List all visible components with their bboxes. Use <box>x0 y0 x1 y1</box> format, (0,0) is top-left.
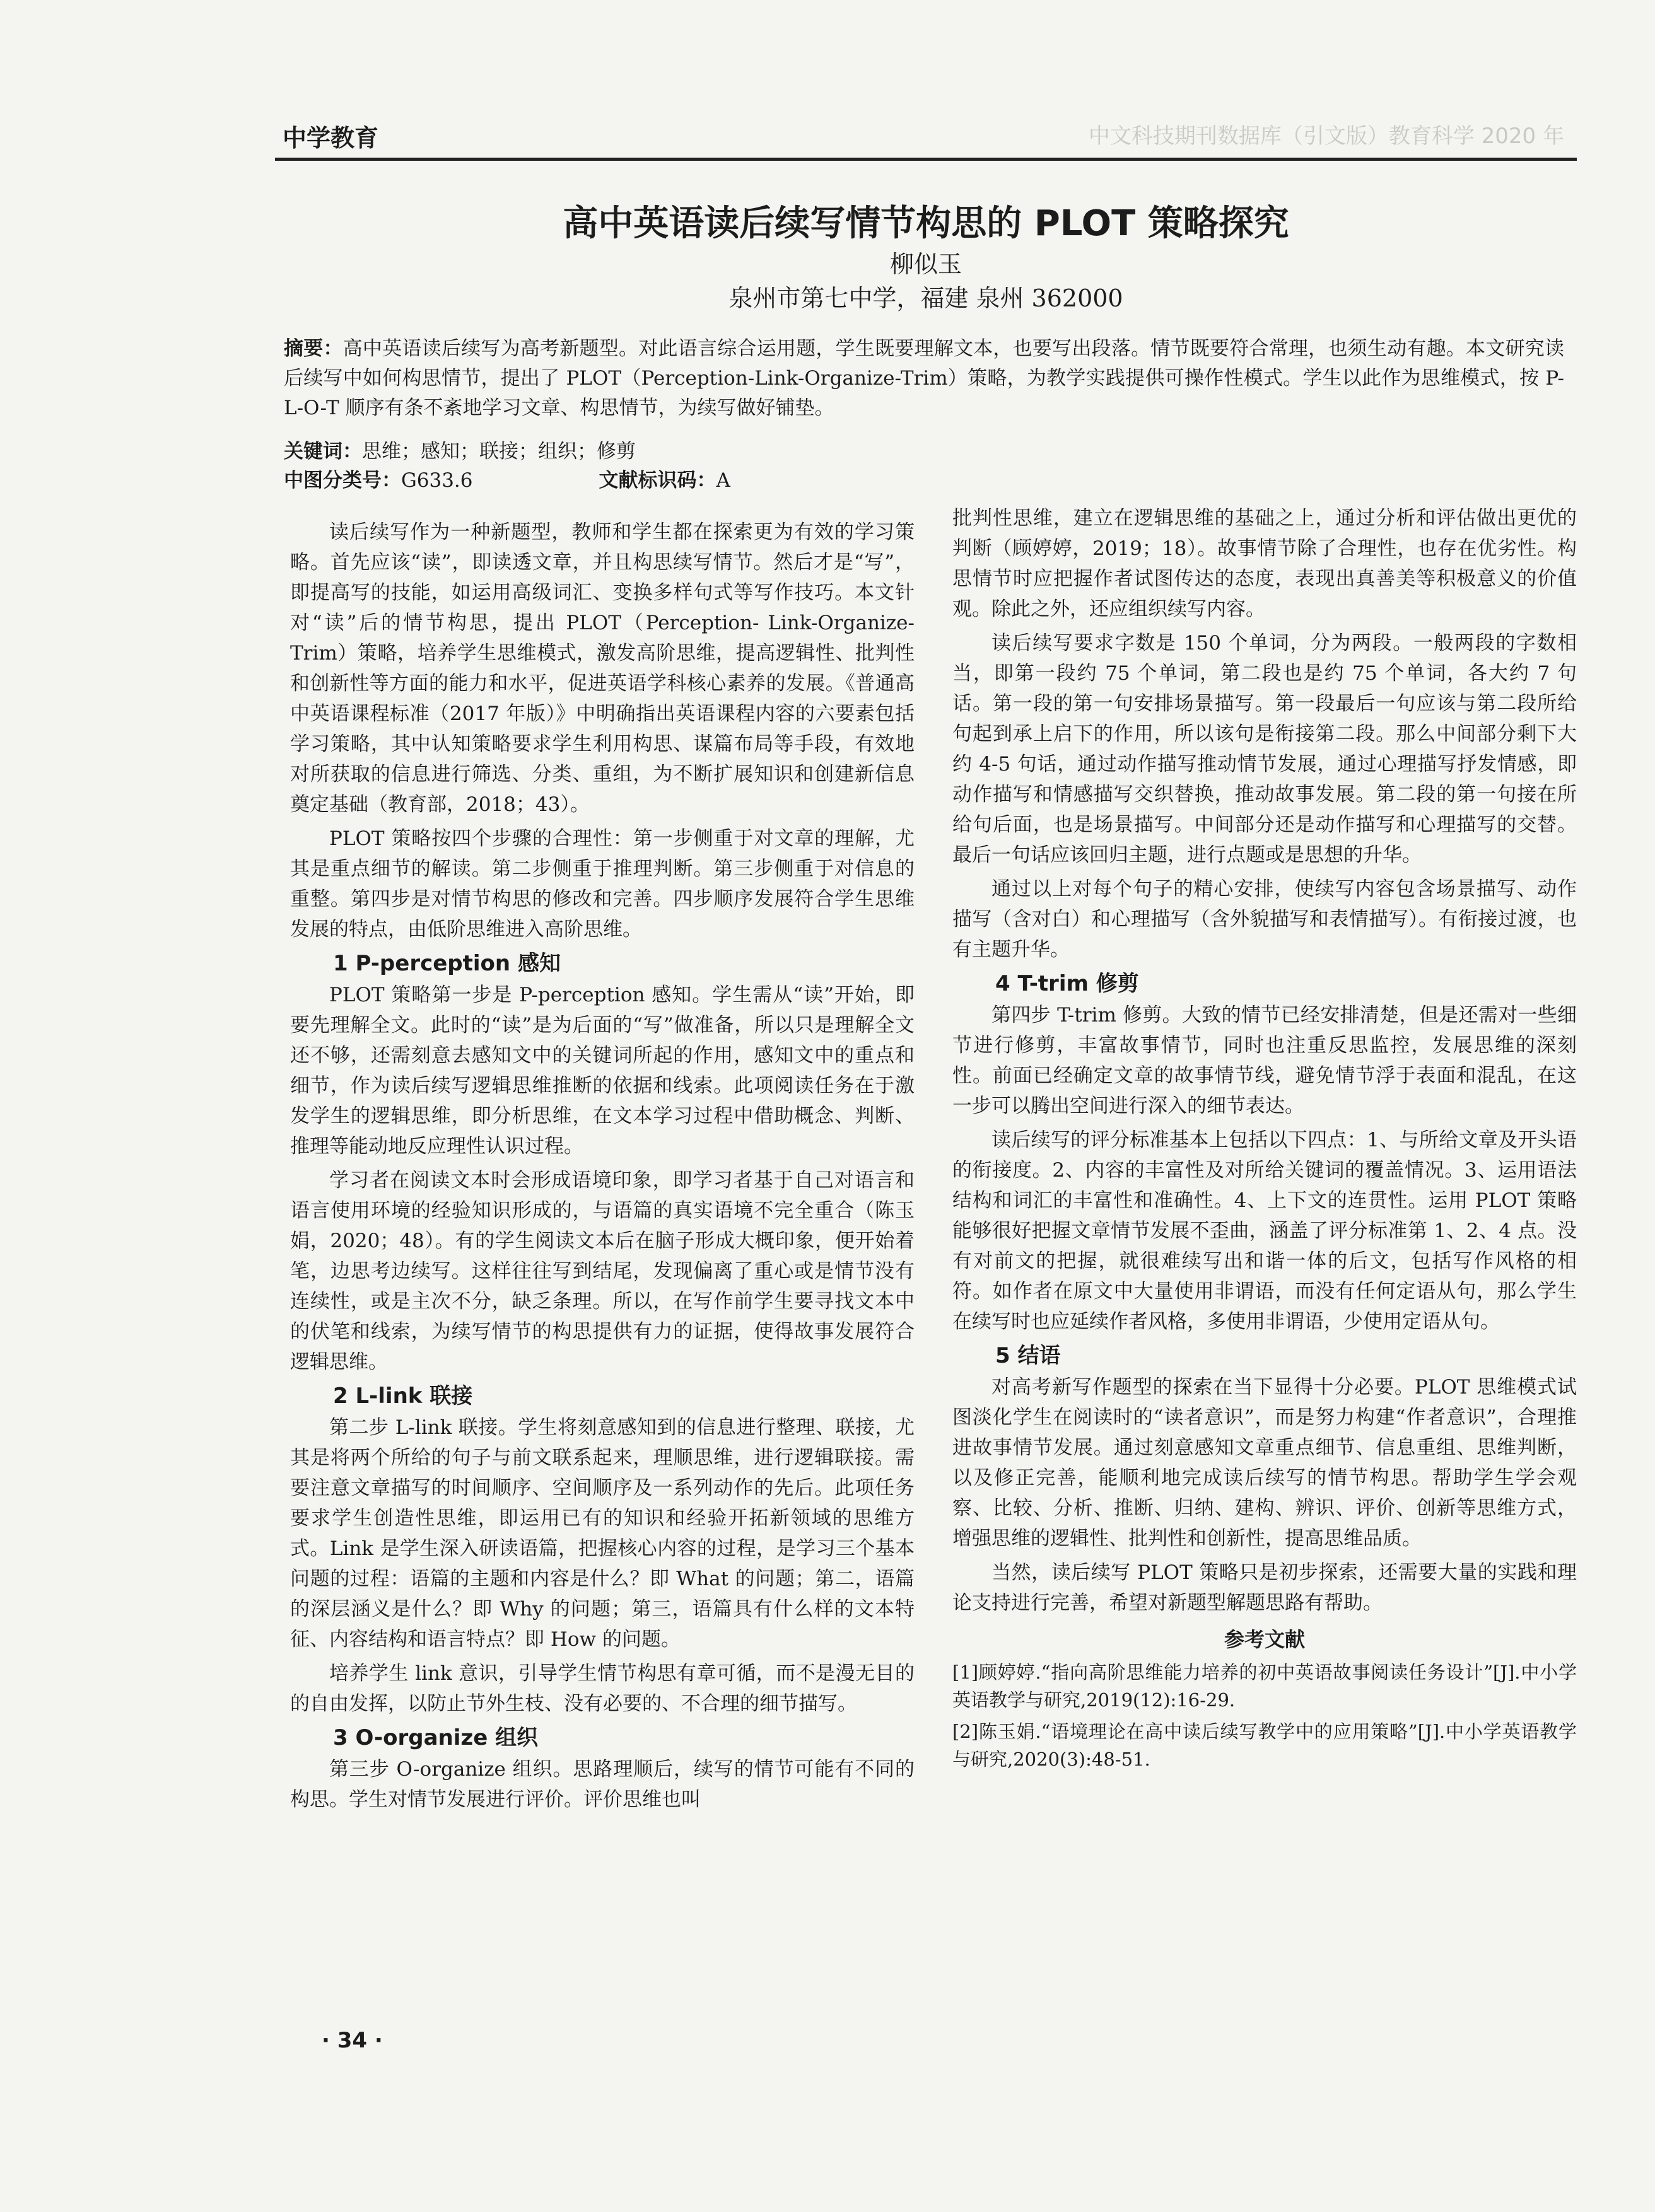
abstract-label: 摘要： <box>284 337 343 360</box>
paragraph: 读后续写作为一种新题型，教师和学生都在探索更为有效的学习策略。首先应该“读”，即读透文章，并且构思续写情节。然后才是“写”，即提高写的技能，如运用高级词汇、变换多样句式等写作技巧。本文针对“读”后的情节构思，提出 PLOT（Perception- Link-Organize-Trim）策略，培养学生思维模式，激发高阶思维，提高逻辑性、批判性和创新性等方面的能力和水平，促进英语学科核心素养的发展。《普通高中英语课程标准（2017 年版）》中明确指出英语课程内容的六要素包括学习策略，其中认知策略要求学生利用构思、谋篇布局等手段，有效地对所获取的信息进行筛选、分类、重组，为不断扩展知识和创建新信息奠定基础（教育部，2018；43）。 <box>290 521 915 816</box>
article-title: 高中英语读后续写情节构思的 PLOT 策略探究 <box>563 203 1289 244</box>
paragraph: 第三步 O-organize 组织。思路理顺后，续写的情节可能有不同的构思。学生对情节发展进行评价。评价思维也叫 <box>290 1758 915 1811</box>
paragraph: 第四步 T-trim 修剪。大致的情节已经安排清楚，但是还需对一些细节进行修剪，丰富故事情节，同时也注重反思监控，发展思维的深刻性。前面已经确定文章的故事情节线，避免情节浮于表面和混乱，在这一步可以腾出空间进行深入的细节表达。 <box>952 1004 1577 1117</box>
paragraph: 对高考新写作题型的探索在当下显得十分必要。PLOT 思维模式试图淡化学生在阅读时的“读者意识”，而是努力构建“作者意识”，合理推进故事情节发展。通过刻意感知文章重点细节、信息重组、思维判断，以及修正完善，能顺利地完成读后续写的情节构思。帮助学生学会观察、比较、分析、推断、归纳、建构、辨识、评价、创新等思维方式，增强思维的逻辑性、批判性和创新性，提高思维品质。 <box>952 1376 1577 1550</box>
keywords-text: 思维；感知；联接；组织；修剪 <box>362 440 636 463</box>
section-label: 中学教育 <box>283 124 379 152</box>
paragraph: PLOT 策略第一步是 P-perception 感知。学生需从“读”开始，即要先理解全文。此时的“读”是为后面的“写”做准备，所以只是理解全文还不够，还需刻意去感知文中的关键词所起的作用，感知文中的重点和细节，作为读后续写逻辑思维推断的依据和线索。此项阅读任务在于激发学生的逻辑思维，即分析思维，在文本学习过程中借助概念、判断、推理等能动地反应理性认识过程。 <box>290 984 915 1158</box>
doc-code-value: A <box>716 469 730 492</box>
right-column <box>952 503 1577 1777</box>
author-name: 柳似玉 <box>889 250 962 278</box>
abstract <box>284 334 1564 423</box>
keywords <box>284 435 1564 463</box>
keywords-label: 关键词： <box>284 440 362 463</box>
clc-value: G633.6 <box>401 469 473 492</box>
running-header <box>275 114 1577 161</box>
reference-item: [1]顾婷婷.“指向高阶思维能力培养的初中英语故事阅读任务设计”[J].中小学英语教学与研究,2019(12):16-29. <box>952 1662 1577 1711</box>
paragraph: 学习者在阅读文本时会形成语境印象，即学习者基于自己对语言和语言使用环境的经验知识形成的，与语篇的真实语境不完全重合（陈玉娟，2020；48）。有的学生阅读文本后在脑子形成大概印象，便开始着笔，边思考边续写。这样往往写到结尾，发现偏离了重心或是情节没有连续性，或是主次不分，缺乏条理。所以，在写作前学生要寻找文本中的伏笔和线索，为续写情节的构思提供有力的证据，使得故事发展符合逻辑思维。 <box>290 1169 915 1373</box>
page-number: · 34 · <box>322 2028 383 2053</box>
author-affiliation: 泉州市第七中学，福建 泉州 362000 <box>728 284 1123 312</box>
section-heading: 5 结语 <box>995 1343 1061 1368</box>
paragraph: 读后续写的评分标准基本上包括以下四点：1、与所给文章及开头语的衔接度。2、内容的丰富性及对所给关键词的覆盖情况。3、运用语法结构和词汇的丰富性和准确性。4、上下文的连贯性。运用 PLOT 策略能够很好把握文章情节发展不歪曲，涵盖了评分标准第 1、2、4 点。没有对前文的把握，就很难续写出和谐一体的后文，包括写作风格的相符。如作者在原文中大量使用非谓语，而没有任何定语从句，那么学生在续写时也应延续作者风格，多使用非谓语，少使用定语从句。 <box>952 1129 1577 1333</box>
doc-code-label: 文献标识码： <box>599 469 716 492</box>
paragraph: PLOT 策略按四个步骤的合理性：第一步侧重于对文章的理解，尤其是重点细节的解读。第二步侧重于推理判断。第三步侧重于对信息的重整。第四步是对情节构思的修改和完善。四步顺序发展符合学生思维发展的特点，由低阶思维进入高阶思维。 <box>290 827 915 941</box>
references-heading: 参考文献 <box>1224 1627 1305 1651</box>
section-heading: 1 P-perception 感知 <box>333 951 561 976</box>
section-heading: 4 T-trim 修剪 <box>995 971 1139 996</box>
references-list <box>952 1658 1577 1773</box>
clc-label: 中图分类号： <box>284 469 401 492</box>
section-heading: 3 O-organize 组织 <box>333 1725 539 1750</box>
abstract-text: 高中英语读后续写为高考新题型。对此语言综合运用题，学生既要理解文本，也要写出段落。情节既要符合常理，也须生动有趣。本文研究读后续写中如何构思情节，提出了 PLOT（Perception-Link-Organize-Trim）策略，为教学实践提供可操作性模式。学生以此作为思维模式，按 P-L-O-T 顺序有条不紊地学习文章、构思情节，为续写做好铺垫。 <box>284 337 1564 419</box>
journal-strip: 中文科技期刊数据库（引文版）教育科学 2020 年 <box>1088 124 1564 149</box>
paragraph: 通过以上对每个句子的精心安排，使续写内容包含场景描写、动作描写（含对白）和心理描写（含外貌描写和表情描写）。有衔接过渡，也有主题升华。 <box>952 878 1577 961</box>
paragraph: 批判性思维，建立在逻辑思维的基础之上，通过分析和评估做出更优的判断（顾婷婷，2019；18）。故事情节除了合理性，也存在优劣性。构思情节时应把握作者试图传达的态度，表现出真善美等积极意义的价值观。除此之外，还应组织续写内容。 <box>952 507 1577 620</box>
paragraph: 培养学生 link 意识，引导学生情节构思有章可循，而不是漫无目的的自由发挥，以防止节外生枝、没有必要的、不合理的细节描写。 <box>290 1662 915 1715</box>
paragraph: 读后续写要求字数是 150 个单词，分为两段。一般两段的字数相当，即第一段约 75 个单词，第二段也是约 75 个单词，各大约 7 句话。第一段的第一句安排场景描写。第一段最后一句应该与第二段所给句起到承上启下的作用，所以该句是衔接第二段。那么中间部分剩下大约 4-5 句话，通过动作描写推动情节发展，通过心理描写抒发情感，即动作描写和情感描写交织替换，推动故事发展。第二段的第一句接在所给句后面，也是场景描写。中间部分还是动作描写和心理描写的交替。最后一句话应该回归主题，进行点题或是思想的升华。 <box>952 632 1577 866</box>
left-column <box>290 517 915 1819</box>
paragraph: 第二步 L-link 联接。学生将刻意感知到的信息进行整理、联接，尤其是将两个所给的句子与前文联系起来，理顺思维，进行逻辑联接。需要注意文章描写的时间顺序、空间顺序及一系列动作的先后。此项任务要求学生创造性思维，即运用已有的知识和经验开拓新领域的思维方式。Link 是学生深入研读语篇，把握核心内容的过程，是学习三个基本问题的过程：语篇的主题和内容是什么？即 What 的问题；第二，语篇的深层涵义是什么？即 Why 的问题；第三，语篇具有什么样的文本特征、内容结构和语言特点？即 How 的问题。 <box>290 1416 915 1651</box>
classification-line <box>284 464 1564 492</box>
reference-item: [2]陈玉娟.“语境理论在高中读后续写教学中的应用策略”[J].中小学英语教学与研究,2020(3):48-51. <box>952 1721 1577 1770</box>
paragraph: 当然，读后续写 PLOT 策略只是初步探索，还需要大量的实践和理论支持进行完善，希望对新题型解题思路有帮助。 <box>952 1561 1577 1614</box>
section-heading: 2 L-link 联接 <box>333 1383 473 1409</box>
